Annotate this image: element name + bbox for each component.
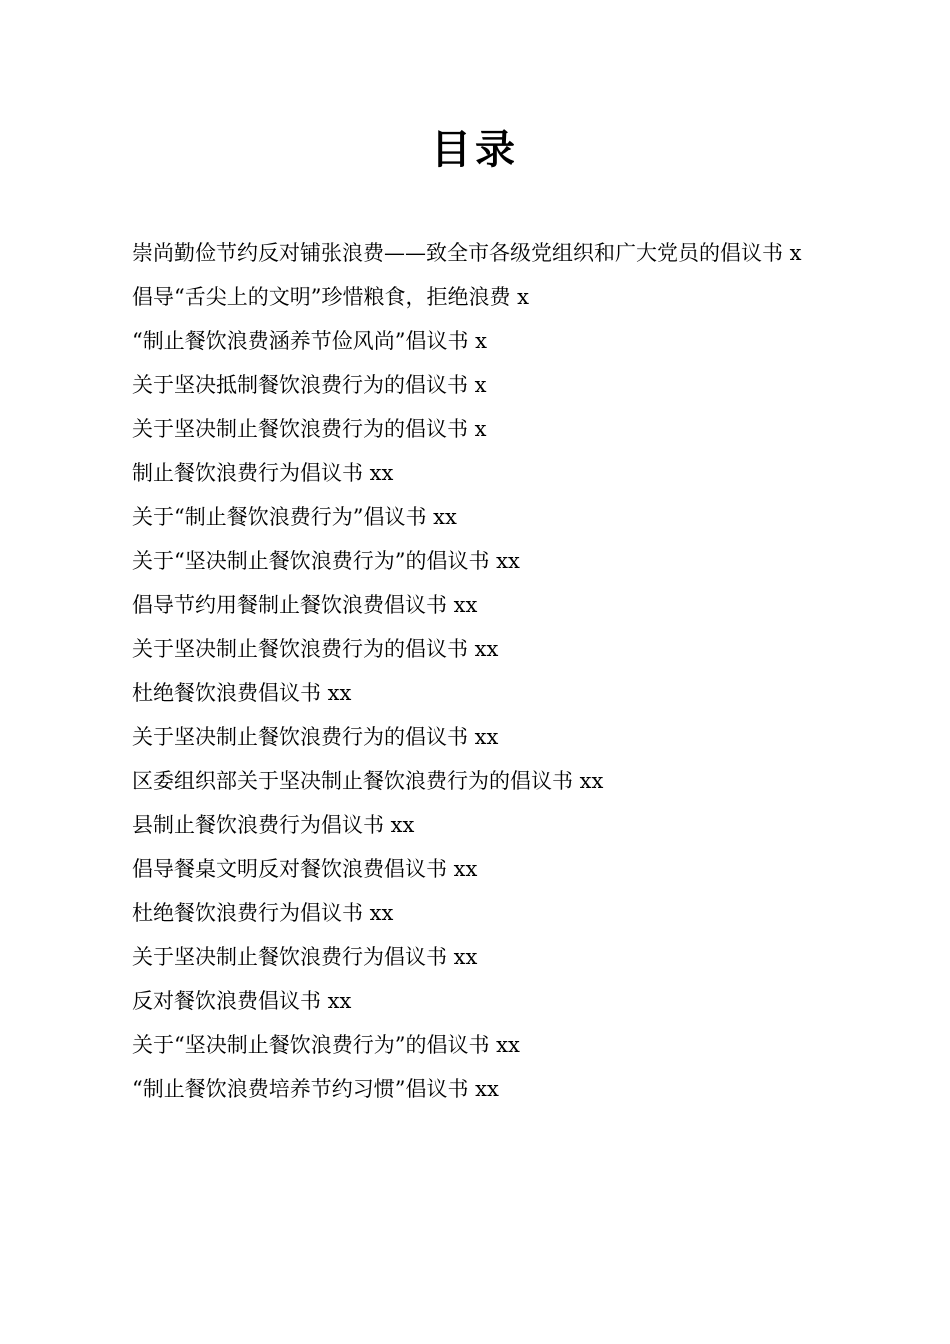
toc-entry[interactable]: 关于坚决制止餐饮浪费行为的倡议书 xx	[132, 637, 499, 661]
toc-entry[interactable]: 区委组织部关于坚决制止餐饮浪费行为的倡议书 xx	[132, 769, 604, 793]
page-title: 目录	[431, 126, 519, 173]
toc-entry[interactable]: 杜绝餐饮浪费倡议书 xx	[132, 681, 352, 705]
toc-entry[interactable]: 倡导节约用餐制止餐饮浪费倡议书 xx	[132, 593, 478, 617]
toc-entry[interactable]: 县制止餐饮浪费行为倡议书 xx	[132, 813, 415, 837]
toc-entry[interactable]: 关于“制止餐饮浪费行为”倡议书 xx	[132, 505, 457, 529]
toc-entry[interactable]: 杜绝餐饮浪费行为倡议书 xx	[132, 901, 394, 925]
toc-entry[interactable]: “制止餐饮浪费涵养节俭风尚”倡议书 x	[132, 329, 487, 353]
toc-entry[interactable]: 关于坚决制止餐饮浪费行为的倡议书 x	[132, 417, 487, 441]
toc-entry[interactable]: “制止餐饮浪费培养节约习惯”倡议书 xx	[132, 1077, 499, 1101]
table-of-contents	[90, 231, 860, 1111]
toc-entry[interactable]: 关于坚决制止餐饮浪费行为的倡议书 xx	[132, 725, 499, 749]
toc-entry[interactable]: 反对餐饮浪费倡议书 xx	[132, 989, 352, 1013]
toc-entry[interactable]: 崇尚勤俭节约反对铺张浪费——致全市各级党组织和广大党员的倡议书 x	[132, 241, 802, 265]
toc-entry[interactable]: 关于“坚决制止餐饮浪费行为”的倡议书 xx	[132, 1033, 520, 1057]
toc-entry[interactable]: 关于“坚决制止餐饮浪费行为”的倡议书 xx	[132, 549, 520, 573]
toc-entry[interactable]: 关于坚决制止餐饮浪费行为倡议书 xx	[132, 945, 478, 969]
toc-entry[interactable]: 制止餐饮浪费行为倡议书 xx	[132, 461, 394, 485]
toc-entry[interactable]: 倡导餐桌文明反对餐饮浪费倡议书 xx	[132, 857, 478, 881]
toc-entry[interactable]: 关于坚决抵制餐饮浪费行为的倡议书 x	[132, 373, 487, 397]
toc-entry[interactable]: 倡导“舌尖上的文明”珍惜粮食，拒绝浪费 x	[132, 285, 529, 309]
